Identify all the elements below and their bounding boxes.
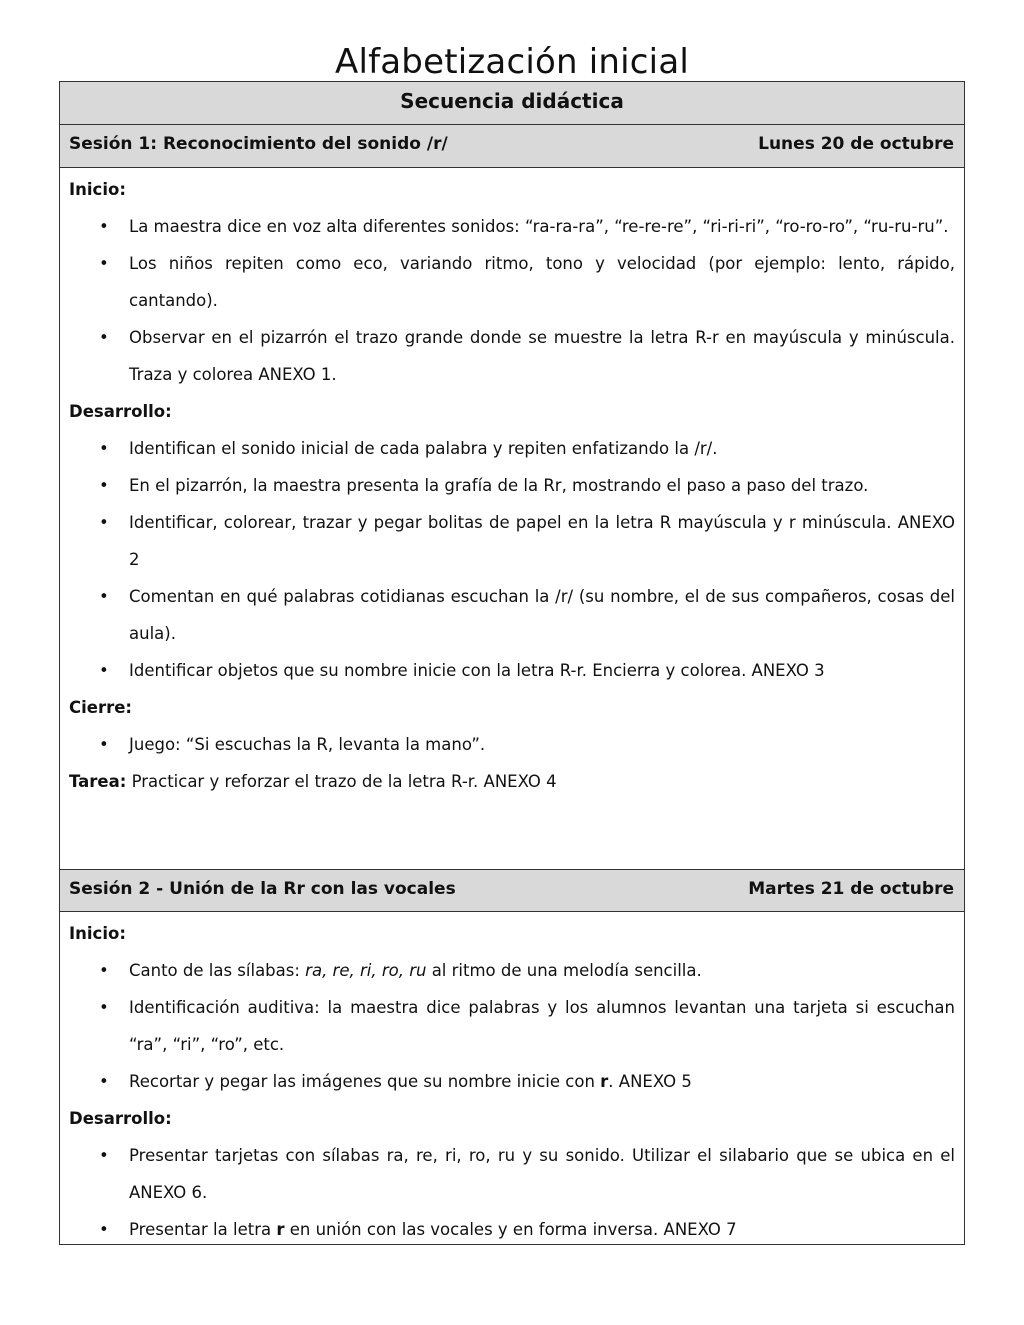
syllables-italic: ra, re, ri, ro, ru [305, 961, 427, 980]
list-item: • Identifican el sonido inicial de cada palabra y repiten enfatizando la /r/. [69, 430, 955, 467]
item-text: al ritmo de una melodía sencilla. [426, 961, 702, 980]
list-item [69, 1063, 955, 1100]
list-item [69, 952, 955, 989]
item-text: Canto de las sílabas: [129, 961, 306, 980]
tarea-label: Tarea: [69, 772, 127, 791]
list-item: • Presentar tarjetas con sílabas ra, re, ri, ro, ru y su sonido. Utilizar el silabario que se ubica en el ANEXO 6. [69, 1137, 955, 1211]
session-2-title: Sesión 2 - Unión de la Rr con las vocales [69, 878, 456, 899]
session-2-inicio-heading: Inicio: [69, 924, 126, 943]
session-2-header [60, 869, 964, 912]
session-1-desarrollo-heading: Desarrollo: [69, 402, 172, 421]
list-item: • Los niños repiten como eco, variando ritmo, tono y velocidad (por ejemplo: lento, rápido, cantando). [69, 245, 955, 319]
lesson-table [59, 81, 965, 1245]
session-1-inicio-list [69, 208, 955, 393]
session-2-content [60, 912, 964, 1244]
session-1-tarea [69, 763, 955, 800]
session-2-date: Martes 21 de octubre [748, 878, 954, 899]
session-2-inicio-list [69, 952, 955, 1100]
letter-bold: r [276, 1220, 285, 1239]
document-title: Alfabetización inicial [334, 42, 690, 82]
session-1-cierre-list [69, 726, 955, 763]
item-text: Presentar la letra [129, 1220, 277, 1239]
sequence-title: Secuencia didáctica [60, 82, 964, 125]
session-1-content [60, 168, 964, 869]
session-1-cierre-heading: Cierre: [69, 698, 133, 717]
item-text: Recortar y pegar las imágenes que su nombre inicie con [129, 1072, 601, 1091]
list-item: • En el pizarrón, la maestra presenta la grafía de la Rr, mostrando el paso a paso del trazo. [69, 467, 955, 504]
item-text: . ANEXO 5 [608, 1072, 692, 1091]
letter-bold: r [600, 1072, 609, 1091]
session-1-inicio-heading: Inicio: [69, 180, 126, 199]
session-2-desarrollo-heading: Desarrollo: [69, 1109, 172, 1128]
session-1-date: Lunes 20 de octubre [758, 134, 954, 154]
list-item: • Identificar objetos que su nombre inicie con la letra R-r. Encierra y colorea. ANEXO 3 [69, 652, 955, 689]
tarea-text: Practicar y reforzar el trazo de la letra R-r. ANEXO 4 [126, 772, 557, 791]
session-1-title: Sesión 1: Reconocimiento del sonido /r/ [69, 134, 448, 154]
list-item: • Juego: “Si escuchas la R, levanta la mano”. [69, 726, 955, 763]
session-2-desarrollo-list [69, 1137, 955, 1248]
item-text: en unión con las vocales y en forma inversa. ANEXO 7 [284, 1220, 737, 1239]
session-1-header [60, 125, 964, 168]
session-1-desarrollo-list [69, 430, 955, 689]
list-item [69, 1211, 955, 1248]
list-item: • La maestra dice en voz alta diferentes sonidos: “ra-ra-ra”, “re-re-re”, “ri-ri-ri”, “ro-ro-ro”, “ru-ru-ru”. [69, 208, 955, 245]
list-item: • Identificar, colorear, trazar y pegar bolitas de papel en la letra R mayúscula y r minúscula. ANEXO 2 [69, 504, 955, 578]
list-item: • Identificación auditiva: la maestra dice palabras y los alumnos levantan una tarjeta si escuchan “ra”, “ri”, “ro”, etc. [69, 989, 955, 1063]
list-item: • Comentan en qué palabras cotidianas escuchan la /r/ (su nombre, el de sus compañeros, cosas del aula). [69, 578, 955, 652]
list-item: • Observar en el pizarrón el trazo grande donde se muestre la letra R-r en mayúscula y minúscula. Traza y colorea ANEXO 1. [69, 319, 955, 393]
